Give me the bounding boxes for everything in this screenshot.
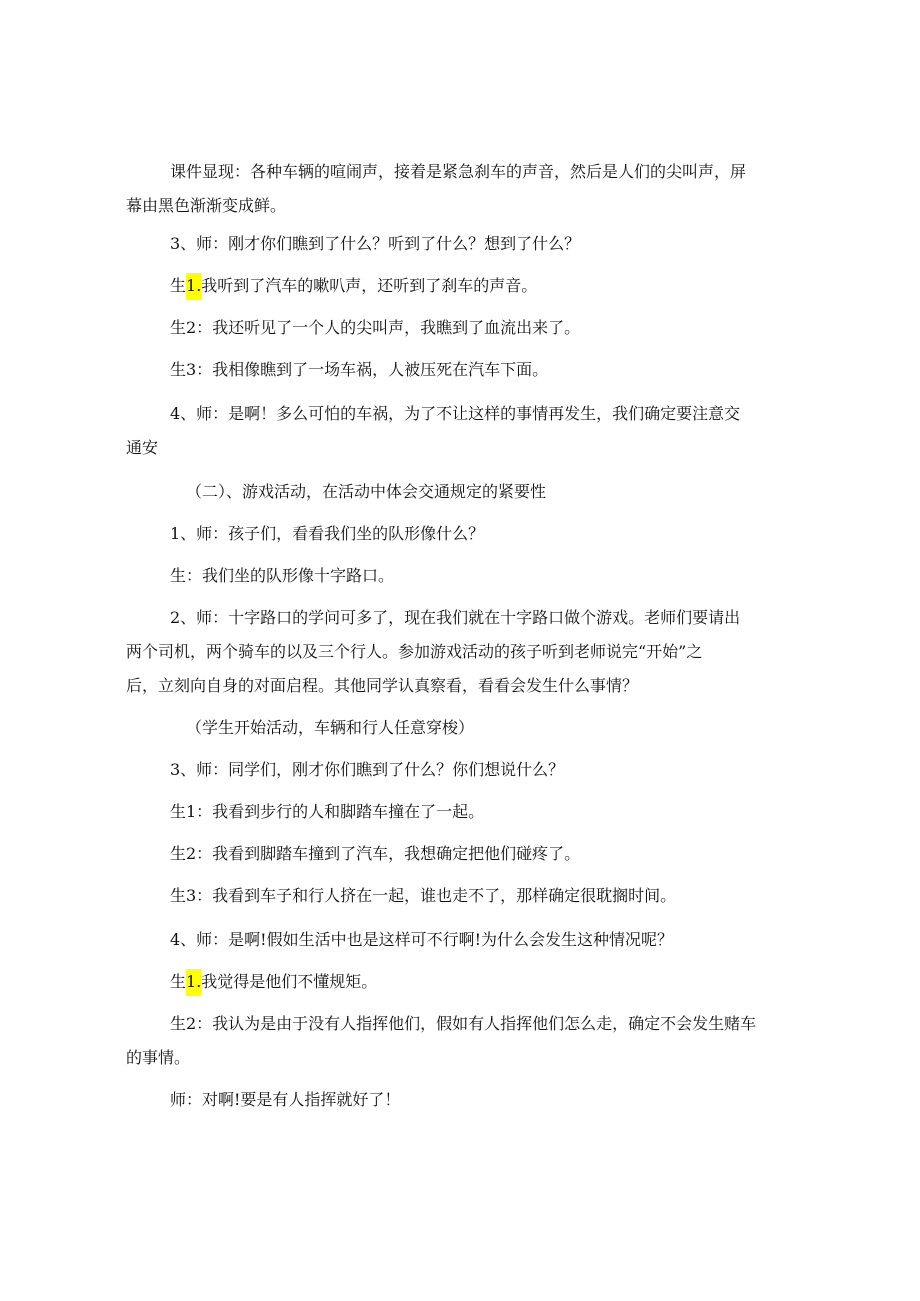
text-line: 生1：我看到步行的人和脚踏车撞在了一起。 [170, 802, 485, 821]
text-line: 幕由黑色渐渐变成鲜。 [126, 196, 287, 215]
highlighted-number: 1. [186, 969, 201, 996]
paragraph-student-3 [0, 353, 920, 387]
paragraph-activity-note [0, 711, 920, 745]
text-line: 生：我们坐的队形像十字路口。 [170, 566, 395, 585]
text-line [170, 269, 920, 303]
text-line: 后，立刻向自身的对面启程。其他同学认真察看，看看会发生什么事情？ [126, 676, 639, 695]
text-line: 的事情。 [126, 1048, 191, 1067]
text-line: 3、师：同学们，刚才你们瞧到了什么？你们想说什么？ [170, 760, 565, 779]
text-line: 4、师：是啊!假如生活中也是这样可不行啊!为什么会发生这种情况呢？ [170, 930, 674, 949]
paragraph-student-2 [0, 311, 920, 345]
highlighted-number: 1. [186, 273, 201, 300]
section-heading-game [0, 475, 920, 509]
text-line: 4、师：是啊！多么可怕的车祸，为了不让这样的事情再发生，我们确定要注意交 [170, 404, 741, 423]
paragraph-teacher-1 [0, 517, 920, 551]
paragraph-teacher-final [0, 1083, 920, 1117]
text-line: 师：对啊!要是有人指挥就好了！ [170, 1090, 401, 1109]
paragraph-student-2c [0, 1007, 920, 1075]
speaker-text: 我觉得是他们不懂规矩。 [201, 972, 378, 991]
text-line: （二）、游戏活动，在活动中体会交通规定的紧要性 [186, 482, 547, 501]
paragraph-teacher-3b [0, 753, 920, 787]
speaker-text: 我听到了汽车的嗽叭声，还听到了刹车的声音。 [201, 276, 538, 295]
text-line: 生2：我认为是由于没有人指挥他们，假如有人指挥他们怎么走，确定不会发生赌车 [170, 1014, 757, 1033]
paragraph-teacher-3 [0, 227, 920, 261]
paragraph-teacher-4b [0, 923, 920, 957]
text-line: 3、师：刚才你们瞧到了什么？听到了什么？想到了什么？ [170, 234, 581, 253]
paragraph-student-2b [0, 837, 920, 871]
text-line: 2、师：十字路口的学问可多了，现在我们就在十字路口做个游戏。老师们要请出 [170, 608, 741, 627]
speaker-prefix: 生 [170, 276, 187, 295]
text-line: 通安 [126, 438, 159, 457]
text-line [170, 965, 920, 999]
text-line: 生2：我看到脚踏车撞到了汽车，我想确定把他们碰疼了。 [170, 844, 581, 863]
paragraph-teacher-4 [0, 397, 920, 465]
text-line: 1、师：孩子们，看看我们坐的队形像什么？ [170, 524, 485, 543]
paragraph-student [0, 559, 920, 593]
paragraph-student-1c [0, 965, 920, 999]
text-line: 课件显现：各种车辆的喧闹声，接着是紧急刹车的声音，然后是人们的尖叫声，屏 [170, 162, 747, 181]
paragraph-student-1b [0, 795, 920, 829]
text-line: 生3：我看到车子和行人挤在一起，谁也走不了，那样确定很耽搁时间。 [170, 886, 677, 905]
paragraph-teacher-2 [0, 601, 920, 703]
paragraph-student-3b [0, 879, 920, 913]
text-line: （学生开始活动，车辆和行人任意穿梭） [186, 718, 475, 737]
text-line: 生2：我还听见了一个人的尖叫声，我瞧到了血流出来了。 [170, 318, 581, 337]
text-line: 两个司机，两个骑车的以及三个行人。参加游戏活动的孩子听到老师说完“开始”之 [126, 642, 703, 661]
speaker-prefix: 生 [170, 972, 187, 991]
paragraph-courseware [0, 155, 920, 223]
text-line: 生3：我相像瞧到了一场车祸，人被压死在汽车下面。 [170, 360, 549, 379]
paragraph-student-1 [0, 269, 920, 303]
